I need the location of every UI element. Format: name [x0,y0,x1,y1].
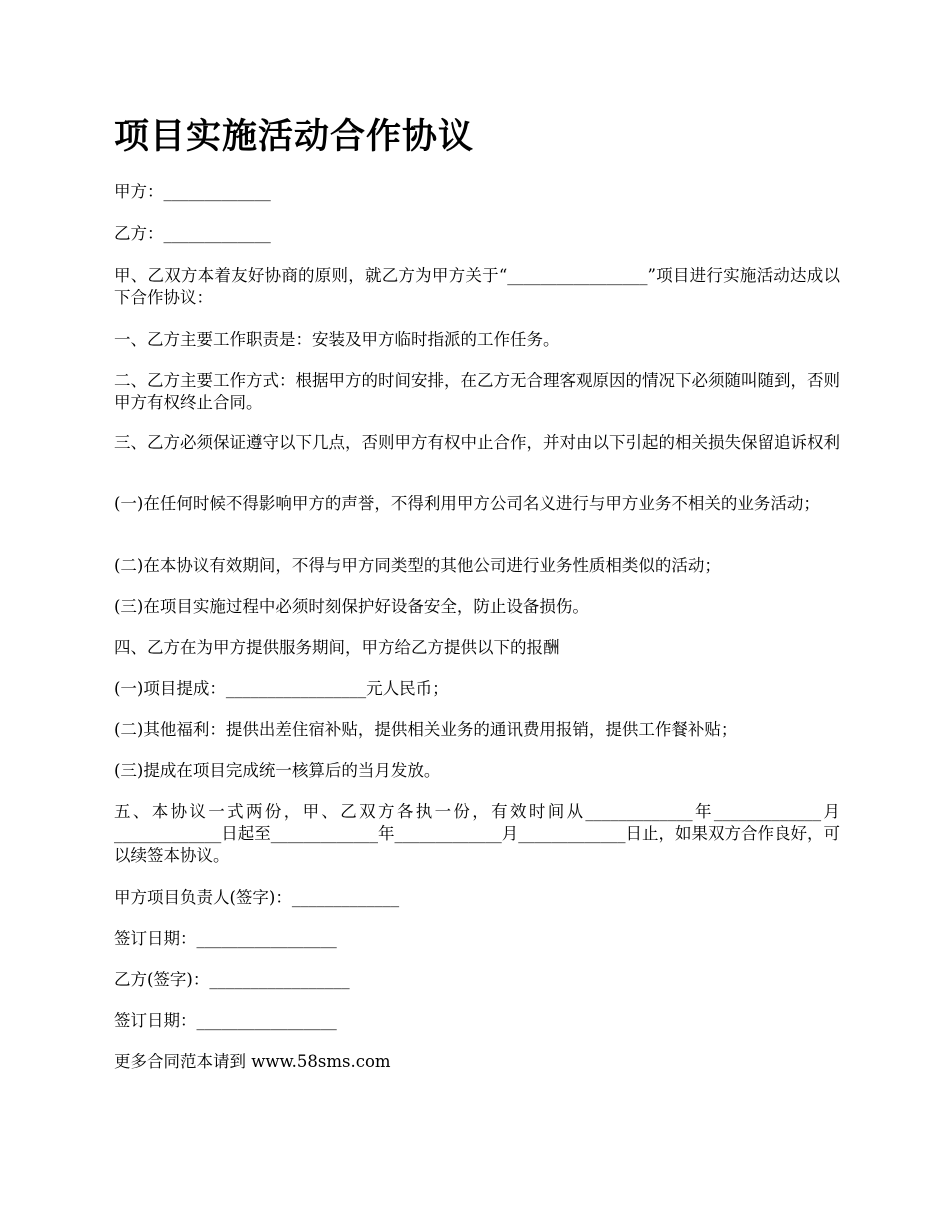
clause-4-3: (三)提成在项目完成统一核算后的当月发放。 [114,761,441,780]
intro-paragraph: 甲、乙双方本着友好协商的原则，就乙方为甲方关于“_________________”项目进行实施活动达成以下合作协议： [114,266,840,307]
sign-date-b: 签订日期：_________________ [114,1011,337,1030]
clause-4: 四、乙方在为甲方提供服务期间，甲方给乙方提供以下的报酬 [114,638,560,657]
footer-link-text: 更多合同范本请到 www.58sms.com [114,1052,391,1071]
clause-4-1: (一)项目提成：_________________元人民币； [114,679,449,698]
clause-3-2: (二)在本协议有效期间，不得与甲方同类型的其他公司进行业务性质相类似的活动； [114,556,721,575]
clause-5: 五、本协议一式两份，甲、乙双方各执一份，有效时间从_____________年_____________月_____________日起至_____________年_____________月_____________日止，如果双方合作良好，可以续签本协议。 [114,802,840,865]
clause-4-2: (二)其他福利：提供出差住宿补贴，提供相关业务的通讯费用报销，提供工作餐补贴； [114,720,738,739]
clause-2: 二、乙方主要工作方式：根据甲方的时间安排，在乙方无合理客观原因的情况下必须随叫随到，否则甲方有权终止合同。 [114,371,840,412]
sign-date-a: 签订日期：_________________ [114,929,337,948]
clause-3: 三、乙方必须保证遵守以下几点，否则甲方有权中止合作，并对由以下引起的相关损失保留追诉权利 [114,433,840,452]
party-a-line: 甲方：_____________ [114,182,271,201]
signature-party-a: 甲方项目负责人(签字)：_____________ [114,888,400,907]
clause-3-1: (一)在任何时候不得影响甲方的声誉，不得利用甲方公司名义进行与甲方业务不相关的业务活动； [114,494,820,513]
clause-3-3: (三)在项目实施过程中必须时刻保护好设备安全，防止设备损伤。 [114,597,589,616]
document-title: 项目实施活动合作协议 [114,117,475,157]
clause-1: 一、乙方主要工作职责是：安装及甲方临时指派的工作任务。 [114,330,560,349]
signature-party-b: 乙方(签字)：_________________ [114,970,350,989]
party-b-line: 乙方：_____________ [114,224,271,243]
